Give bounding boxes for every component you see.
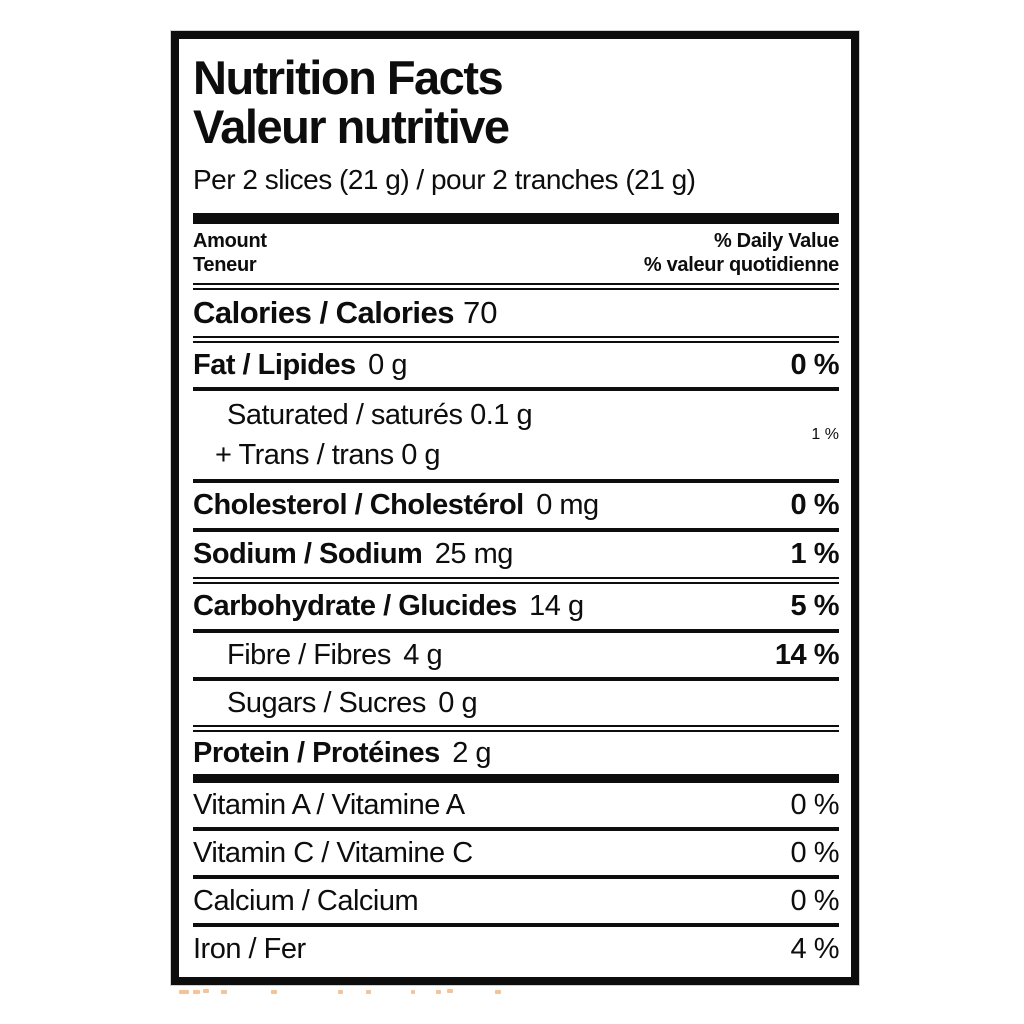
sodium-label: Sodium / Sodium <box>193 538 423 570</box>
carbohydrate-amount: 14 g <box>529 590 584 622</box>
cholesterol-daily-value: 0 % <box>790 489 839 521</box>
fat-daily-value: 0 % <box>790 348 839 381</box>
sodium-label-group <box>193 538 513 571</box>
label-title-french: Valeur nutritive <box>193 100 509 153</box>
serving-size-line: Per 2 slices (21 g) / pour 2 tranches (21 g) <box>193 164 696 195</box>
sugars-label-group <box>193 687 477 720</box>
fat-row <box>193 343 839 387</box>
fat-amount: 0 g <box>368 348 407 381</box>
artifact-dot <box>338 990 343 994</box>
carbohydrate-label-group <box>193 590 584 623</box>
calcium-row <box>193 879 839 923</box>
saturated-trans-labels <box>193 395 532 475</box>
sugars-label: Sugars / Sucres <box>227 686 426 719</box>
calories-row <box>193 290 839 336</box>
iron-row <box>193 927 839 971</box>
cholesterol-amount: 0 mg <box>536 489 599 521</box>
artifact-dot <box>193 990 200 994</box>
divider-double <box>193 336 839 343</box>
sugars-row <box>193 681 839 725</box>
protein-amount: 2 g <box>452 736 492 769</box>
trans-fat-label: + Trans / trans <box>215 439 394 471</box>
saturated-fat-label: Saturated / saturés <box>227 399 463 431</box>
artifact-dot <box>447 989 453 993</box>
saturated-fat-amount: 0.1 g <box>470 399 533 431</box>
fibre-label: Fibre / Fibres <box>227 638 391 671</box>
fibre-daily-value: 14 % <box>774 638 839 671</box>
label-title-english: Nutrition Facts <box>193 51 503 104</box>
saturated-fat-line <box>193 395 532 435</box>
daily-value-header-english: % Daily Value <box>713 230 839 252</box>
vitamin-a-row <box>193 783 839 827</box>
column-header-row <box>193 224 839 283</box>
fibre-amount: 4 g <box>403 638 443 671</box>
artifact-dot <box>271 990 277 994</box>
protein-label: Protein / Protéines <box>193 736 440 769</box>
artifact-dot <box>495 990 501 994</box>
sodium-row <box>193 532 839 577</box>
calcium-daily-value: 0 % <box>790 884 839 917</box>
artifact-dot <box>179 990 189 994</box>
protein-label-group <box>193 737 491 770</box>
artifact-dot <box>203 989 209 993</box>
artifact-dot <box>436 990 441 994</box>
amount-header-english: Amount <box>193 230 267 252</box>
protein-row <box>193 732 839 774</box>
iron-label: Iron / Fer <box>193 932 306 965</box>
carbohydrate-row <box>193 584 839 629</box>
divider-double <box>193 577 839 584</box>
divider-thick-top <box>193 213 839 224</box>
divider-double <box>193 725 839 732</box>
calories-label: Calories / Calories <box>193 295 455 330</box>
fat-label-group <box>193 349 407 382</box>
carbohydrate-daily-value: 5 % <box>790 590 839 622</box>
saturated-trans-daily-value: 1 % <box>811 426 839 443</box>
divider-thick-middle <box>193 774 839 783</box>
calcium-label: Calcium / Calcium <box>193 884 419 917</box>
cholesterol-label: Cholesterol / Cholestérol <box>193 489 524 521</box>
sodium-daily-value: 1 % <box>790 538 839 570</box>
amount-column-header <box>193 229 267 277</box>
trans-fat-amount: 0 g <box>401 439 441 471</box>
iron-daily-value: 4 % <box>790 932 839 965</box>
calories-value: 70 <box>463 295 498 330</box>
divider-double <box>193 283 839 290</box>
sodium-amount: 25 mg <box>434 538 513 570</box>
vitamin-c-daily-value: 0 % <box>790 836 839 869</box>
fat-label: Fat / Lipides <box>193 348 356 381</box>
fibre-label-group <box>193 639 442 672</box>
daily-value-column-header <box>644 229 839 277</box>
vitamin-a-daily-value: 0 % <box>790 788 839 821</box>
artifact-dot <box>221 990 227 994</box>
cholesterol-label-group <box>193 489 599 522</box>
artifact-dot <box>411 990 415 994</box>
vitamin-a-label: Vitamin A / Vitamine A <box>193 788 465 821</box>
saturated-trans-row <box>193 391 839 479</box>
carbohydrate-label: Carbohydrate / Glucides <box>193 590 517 622</box>
sugars-amount: 0 g <box>438 686 478 719</box>
trans-fat-line <box>193 435 532 475</box>
cholesterol-row <box>193 483 839 528</box>
fibre-row <box>193 633 839 677</box>
daily-value-header-french: % valeur quotidienne <box>643 254 839 276</box>
vitamin-c-row <box>193 831 839 875</box>
amount-header-french: Teneur <box>193 254 257 276</box>
nutrition-facts-label <box>171 31 859 985</box>
artifact-dot <box>366 990 371 994</box>
vitamin-c-label: Vitamin C / Vitamine C <box>193 836 473 869</box>
